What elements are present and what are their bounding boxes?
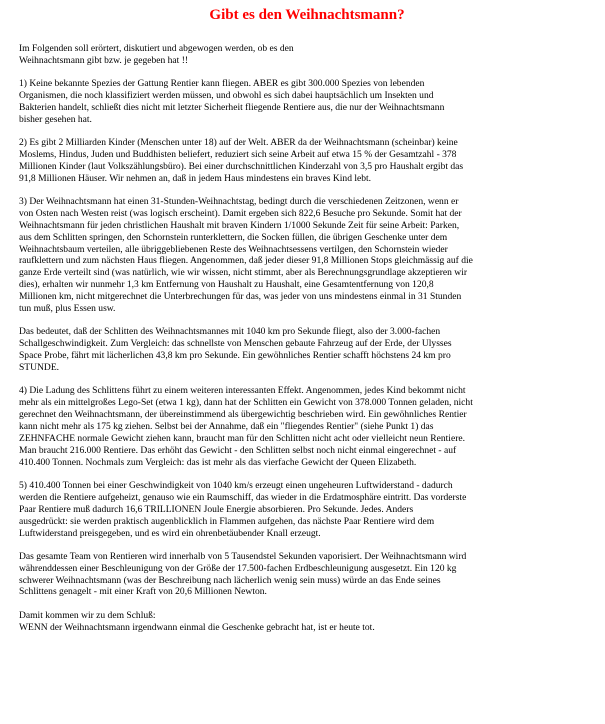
paragraph-point-3: 3) Der Weihnachtsmann hat einen 31-Stunden-Weihnachtstag, bedingt durch die verschiedenen Zeitzonen, wenn er von Osten nach Westen reist (was logisch erscheint). Damit ergeben sich 822,6 Besuche pro Sekunde. Somit hat der Weihnachtsmann für jeden christlichen Haushalt mit braven Kindern 1/1000 Sekunde Zeit für seine Arbeit: Parken, aus dem Schlitten springen, den Schornstein runterklettern, die Socken füllen, die übrigen Geschenke unter dem Weihnachtsbaum verteilen, alle übriggebliebenen Reste des Weihnachtsessens vertilgen, den Schornstein wieder raufklettern und zum nächsten Haus fliegen. Angenommen, daß jeder dieser 91,8 Millionen Stops gleichmässig auf die ganze Erde verteilt sind (was natürlich, wie wir wissen, nicht stimmt, aber als Berechnungsgrundlage akzeptieren wir dies), erhalten wir nunmehr 1,3 km Entfernung von Haushalt zu Haushalt, eine Gesamtentfernung von 120,8 Millionen km, nicht mitgerechnet die Unterbrechungen für das, was jeder von uns mindestens einmal in 31 Stunden tun muß, plus Essen usw. — [19, 195, 473, 315]
paragraph-vaporized: Das gesamte Team von Rentieren wird innerhalb von 5 Tausendstel Sekunden vaporisiert. Der Weihnachtsmann wird währenddessen einer Beschleunigung von der Größe der 17.500-fachen Erdbeschleunigung ausgesetzt. Ein 120 kg schwerer Weihnachtsmann (was der Beschreibung nach lächerlich wenig sein muss) würde an das Ende seines Schlittens genagelt - mit einer Kraft von 20,6 Millionen Newton. — [19, 550, 467, 598]
paragraph-point-5: 5) 410.400 Tonnen bei einer Geschwindigkeit von 1040 km/s erzeugt einen ungeheuren Luftwiderstand - dadurch werden die Rentiere aufgeheizt, genauso wie ein Raumschiff, das wieder in die Erdatmosphäre eintritt. Das vorderste Paar Rentiere muß dadurch 16,6 TRILLIONEN Joule Energie absorbieren. Pro Sekunde. Jedes. Anders ausgedrückt: sie werden praktisch augenblicklich in Flammen aufgehen, das nächste Paar Rentiere wird dem Luftwiderstand preisgegeben, und es wird ein ohrenbetäubender Knall erzeugt. — [19, 479, 467, 539]
paragraph-point-1: 1) Keine bekannte Spezies der Gattung Rentier kann fliegen. ABER es gibt 300.000 Spezies von lebenden Organismen, die noch klassifiziert werden müssen, und obwohl es sich dabei hauptsächlich um Insekten und Bakterien handelt, schließt dies nicht mit letzter Sicherheit fliegende Rentiere aus, die nur der Weihnachtsmann bisher gesehen hat. — [19, 78, 445, 125]
conclusion-paragraph: Damit kommen wir zu dem Schluß: WENN der Weihnachtsmann irgendwann einmal die Geschenke gebracht hat, ist er heute tot. — [19, 609, 375, 633]
paragraph-point-2: 2) Es gibt 2 Milliarden Kinder (Menschen unter 18) auf der Welt. ABER da der Weihnachtsmann (scheinbar) keine Moslems, Hindus, Juden und Buddhisten beliefert, reduziert sich seine Arbeit auf etwa 15 % der Gesamtzahl - 378 Millionen Kinder (laut Volkszählungsbüro). Bei einer durchschnittlichen Kinderzahl von 3,5 pro Haushalt ergibt das 91,8 Millionen Häuser. Wir nehmen an, daß in jedem Haus mindestens ein braves Kind lebt. — [19, 137, 464, 184]
intro-paragraph: Im Folgenden soll erörtert, diskutiert und abgewogen werden, ob es den Weihnachtsmann gibt bzw. je gegeben hat !! — [19, 43, 294, 66]
paragraph-point-4: 4) Die Ladung des Schlittens führt zu einem weiteren interessanten Effekt. Angenommen, jedes Kind bekommt nicht mehr als ein mittelgroßes Lego-Set (etwa 1 kg), dann hat der Schlitten ein Gewicht von 378.000 Tonnen geladen, nicht gerechnet den Weihnachtsmann, der übereinstimmend als übergewichtig beschrieben wird. Ein gewöhnliches Rentier kann nicht mehr als 175 kg ziehen. Selbst bei der Annahme, daß ein "fliegendes Rentier" (siehe Punkt 1) das ZEHNFACHE normale Gewicht ziehen kann, braucht man für den Schlitten nicht acht oder vielleicht neun Rentiere. Man braucht 216.000 Rentiere. Das erhöht das Gewicht - den Schlitten selbst noch nicht einmal eingerechnet - auf 410.400 Tonnen. Nochmals zum Vergleich: das ist mehr als das vierfache Gewicht der Queen Elizabeth. — [19, 385, 473, 468]
document-title: Gibt es den Weihnachtsmann? — [209, 7, 405, 23]
paragraph-speed: Das bedeutet, daß der Schlitten des Weihnachtsmannes mit 1040 km pro Sekunde fliegt, also der 3.000-fachen Schallgeschwindigkeit. Zum Vergleich: das schnellste von Menschen gebaute Fahrzeug auf der Erde, der Ulysses Space Probe, fährt mit lächerlichen 43,8 km pro Sekunde. Ein gewöhnliches Rentier schafft höchstens 24 km pro STUNDE. — [19, 326, 452, 374]
